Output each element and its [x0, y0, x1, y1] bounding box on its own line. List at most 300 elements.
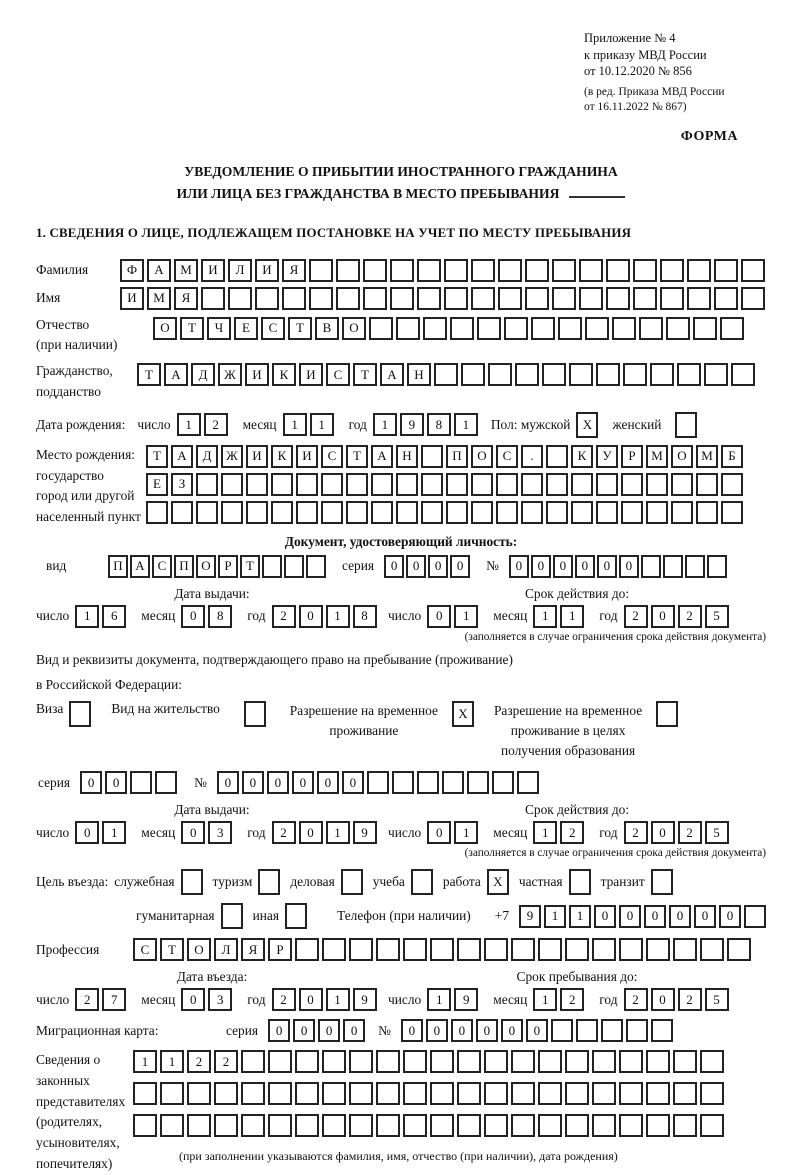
char-cell[interactable] [241, 1050, 265, 1073]
char-cell[interactable]: А [147, 259, 171, 282]
char-cell[interactable]: 0 [105, 771, 127, 794]
char-cell[interactable] [571, 473, 593, 496]
char-cell[interactable] [450, 317, 474, 340]
char-cell[interactable] [488, 363, 512, 386]
char-cell[interactable]: 1 [533, 605, 557, 628]
char-cell[interactable]: К [571, 445, 593, 468]
char-cell[interactable] [673, 938, 697, 961]
char-cell[interactable] [619, 938, 643, 961]
char-cell[interactable] [484, 1114, 508, 1137]
char-cell[interactable] [498, 287, 522, 310]
char-cell[interactable] [511, 1050, 535, 1073]
char-cell[interactable] [646, 473, 668, 496]
char-cell[interactable] [700, 938, 724, 961]
char-cell[interactable]: 0 [428, 555, 448, 578]
char-cell[interactable] [721, 501, 743, 524]
char-cell[interactable]: 2 [187, 1050, 211, 1073]
char-cell[interactable] [517, 771, 539, 794]
char-cell[interactable]: 0 [594, 905, 616, 928]
char-cell[interactable] [367, 771, 389, 794]
char-cell[interactable] [417, 771, 439, 794]
char-cell[interactable] [271, 473, 293, 496]
char-cell[interactable]: 0 [694, 905, 716, 928]
char-cell[interactable] [296, 473, 318, 496]
char-cell[interactable]: 2 [678, 988, 702, 1011]
char-cell[interactable] [619, 1050, 643, 1073]
char-cell[interactable]: 0 [426, 1019, 448, 1042]
char-cell[interactable] [295, 1114, 319, 1137]
char-cell[interactable] [601, 1019, 623, 1042]
char-cell[interactable] [660, 259, 684, 282]
char-cell[interactable]: 0 [80, 771, 102, 794]
char-cell[interactable] [371, 473, 393, 496]
char-cell[interactable]: 0 [450, 555, 470, 578]
char-cell[interactable]: Т [353, 363, 377, 386]
char-cell[interactable]: С [261, 317, 285, 340]
char-cell[interactable] [606, 259, 630, 282]
char-cell[interactable] [133, 1114, 157, 1137]
char-cell[interactable]: Р [218, 555, 238, 578]
char-cell[interactable] [538, 938, 562, 961]
char-cell[interactable] [396, 473, 418, 496]
char-cell[interactable] [720, 317, 744, 340]
char-cell[interactable] [592, 938, 616, 961]
char-cell[interactable] [707, 555, 727, 578]
purpose-official-checkbox[interactable] [181, 869, 203, 895]
char-cell[interactable] [421, 445, 443, 468]
char-cell[interactable] [721, 473, 743, 496]
char-cell[interactable] [390, 259, 414, 282]
char-cell[interactable] [484, 1050, 508, 1073]
char-cell[interactable] [221, 473, 243, 496]
char-cell[interactable] [538, 1082, 562, 1105]
temp-residence-checkbox[interactable]: X [452, 701, 474, 727]
char-cell[interactable]: 0 [292, 771, 314, 794]
char-cell[interactable]: 2 [272, 988, 296, 1011]
char-cell[interactable]: 2 [272, 821, 296, 844]
char-cell[interactable]: 2 [678, 821, 702, 844]
char-cell[interactable] [346, 501, 368, 524]
char-cell[interactable] [434, 363, 458, 386]
char-cell[interactable] [576, 1019, 598, 1042]
char-cell[interactable]: Ж [218, 363, 242, 386]
char-cell[interactable] [336, 259, 360, 282]
char-cell[interactable] [446, 473, 468, 496]
char-cell[interactable]: 0 [318, 1019, 340, 1042]
char-cell[interactable] [417, 259, 441, 282]
char-cell[interactable]: Е [234, 317, 258, 340]
char-cell[interactable]: 8 [427, 413, 451, 436]
char-cell[interactable]: 0 [531, 555, 551, 578]
char-cell[interactable]: 3 [208, 988, 232, 1011]
char-cell[interactable] [461, 363, 485, 386]
char-cell[interactable] [621, 473, 643, 496]
char-cell[interactable]: М [147, 287, 171, 310]
char-cell[interactable]: 0 [181, 821, 205, 844]
char-cell[interactable] [498, 259, 522, 282]
char-cell[interactable] [546, 501, 568, 524]
char-cell[interactable] [371, 501, 393, 524]
char-cell[interactable] [417, 287, 441, 310]
char-cell[interactable]: С [321, 445, 343, 468]
char-cell[interactable] [542, 363, 566, 386]
char-cell[interactable] [471, 287, 495, 310]
char-cell[interactable]: 1 [102, 821, 126, 844]
char-cell[interactable] [155, 771, 177, 794]
char-cell[interactable] [421, 501, 443, 524]
char-cell[interactable]: 1 [160, 1050, 184, 1073]
char-cell[interactable]: 1 [326, 988, 350, 1011]
char-cell[interactable] [471, 501, 493, 524]
char-cell[interactable] [271, 501, 293, 524]
char-cell[interactable]: Ж [221, 445, 243, 468]
char-cell[interactable]: А [371, 445, 393, 468]
char-cell[interactable] [477, 317, 501, 340]
char-cell[interactable] [521, 501, 543, 524]
char-cell[interactable] [471, 473, 493, 496]
char-cell[interactable] [696, 501, 718, 524]
char-cell[interactable]: Л [214, 938, 238, 961]
char-cell[interactable]: 0 [299, 821, 323, 844]
char-cell[interactable] [457, 1050, 481, 1073]
char-cell[interactable] [444, 259, 468, 282]
char-cell[interactable] [430, 1050, 454, 1073]
char-cell[interactable] [403, 1050, 427, 1073]
char-cell[interactable]: 5 [705, 821, 729, 844]
char-cell[interactable]: 0 [217, 771, 239, 794]
char-cell[interactable]: И [201, 259, 225, 282]
char-cell[interactable] [246, 501, 268, 524]
char-cell[interactable] [187, 1082, 211, 1105]
char-cell[interactable]: 1 [454, 605, 478, 628]
char-cell[interactable]: 2 [678, 605, 702, 628]
char-cell[interactable]: И [120, 287, 144, 310]
char-cell[interactable]: 2 [75, 988, 99, 1011]
char-cell[interactable]: 1 [373, 413, 397, 436]
char-cell[interactable] [255, 287, 279, 310]
char-cell[interactable]: К [271, 445, 293, 468]
char-cell[interactable]: Т [146, 445, 168, 468]
char-cell[interactable] [457, 938, 481, 961]
visa-checkbox[interactable] [69, 701, 91, 727]
char-cell[interactable]: Т [180, 317, 204, 340]
char-cell[interactable]: 9 [519, 905, 541, 928]
char-cell[interactable] [525, 287, 549, 310]
char-cell[interactable] [511, 1114, 535, 1137]
char-cell[interactable] [403, 1082, 427, 1105]
char-cell[interactable] [201, 287, 225, 310]
char-cell[interactable] [639, 317, 663, 340]
char-cell[interactable] [515, 363, 539, 386]
char-cell[interactable] [619, 1114, 643, 1137]
char-cell[interactable] [171, 501, 193, 524]
char-cell[interactable] [612, 317, 636, 340]
char-cell[interactable] [552, 259, 576, 282]
char-cell[interactable] [596, 473, 618, 496]
char-cell[interactable] [442, 771, 464, 794]
char-cell[interactable]: 0 [406, 555, 426, 578]
char-cell[interactable]: . [521, 445, 543, 468]
char-cell[interactable]: П [108, 555, 128, 578]
char-cell[interactable] [521, 473, 543, 496]
char-cell[interactable] [403, 938, 427, 961]
char-cell[interactable] [296, 501, 318, 524]
char-cell[interactable]: С [152, 555, 172, 578]
char-cell[interactable] [446, 501, 468, 524]
purpose-other-checkbox[interactable] [285, 903, 307, 929]
char-cell[interactable]: 8 [353, 605, 377, 628]
char-cell[interactable]: Ф [120, 259, 144, 282]
char-cell[interactable]: Т [346, 445, 368, 468]
char-cell[interactable] [646, 938, 670, 961]
char-cell[interactable] [295, 1082, 319, 1105]
char-cell[interactable]: О [196, 555, 216, 578]
char-cell[interactable]: В [315, 317, 339, 340]
char-cell[interactable] [687, 259, 711, 282]
char-cell[interactable] [268, 1114, 292, 1137]
char-cell[interactable] [606, 287, 630, 310]
char-cell[interactable]: 9 [454, 988, 478, 1011]
char-cell[interactable]: 5 [705, 605, 729, 628]
char-cell[interactable]: А [380, 363, 404, 386]
char-cell[interactable] [322, 1114, 346, 1137]
char-cell[interactable]: 0 [299, 988, 323, 1011]
char-cell[interactable]: 0 [476, 1019, 498, 1042]
char-cell[interactable]: М [646, 445, 668, 468]
char-cell[interactable]: 1 [326, 821, 350, 844]
char-cell[interactable]: Б [721, 445, 743, 468]
char-cell[interactable] [309, 259, 333, 282]
char-cell[interactable]: О [342, 317, 366, 340]
char-cell[interactable] [660, 287, 684, 310]
char-cell[interactable]: 0 [651, 988, 675, 1011]
char-cell[interactable]: А [171, 445, 193, 468]
char-cell[interactable] [430, 1082, 454, 1105]
char-cell[interactable]: С [133, 938, 157, 961]
char-cell[interactable] [633, 259, 657, 282]
char-cell[interactable] [196, 473, 218, 496]
char-cell[interactable]: 1 [177, 413, 201, 436]
char-cell[interactable] [246, 473, 268, 496]
char-cell[interactable] [349, 1082, 373, 1105]
char-cell[interactable] [551, 1019, 573, 1042]
char-cell[interactable] [363, 259, 387, 282]
char-cell[interactable]: Т [137, 363, 161, 386]
char-cell[interactable] [321, 501, 343, 524]
char-cell[interactable] [538, 1050, 562, 1073]
char-cell[interactable]: 0 [719, 905, 741, 928]
char-cell[interactable] [421, 473, 443, 496]
char-cell[interactable]: Я [174, 287, 198, 310]
char-cell[interactable] [295, 938, 319, 961]
char-cell[interactable]: З [171, 473, 193, 496]
char-cell[interactable] [592, 1114, 616, 1137]
char-cell[interactable] [457, 1082, 481, 1105]
char-cell[interactable] [484, 938, 508, 961]
char-cell[interactable] [444, 287, 468, 310]
purpose-business-checkbox[interactable] [341, 869, 363, 895]
char-cell[interactable] [376, 938, 400, 961]
char-cell[interactable]: 0 [451, 1019, 473, 1042]
char-cell[interactable] [309, 287, 333, 310]
char-cell[interactable] [650, 363, 674, 386]
char-cell[interactable] [663, 555, 683, 578]
char-cell[interactable]: 0 [619, 905, 641, 928]
char-cell[interactable] [396, 317, 420, 340]
char-cell[interactable]: 1 [544, 905, 566, 928]
char-cell[interactable]: О [671, 445, 693, 468]
char-cell[interactable] [700, 1114, 724, 1137]
char-cell[interactable]: 0 [342, 771, 364, 794]
char-cell[interactable]: 2 [560, 988, 584, 1011]
char-cell[interactable] [241, 1114, 265, 1137]
purpose-humanitarian-checkbox[interactable] [221, 903, 243, 929]
char-cell[interactable] [565, 1114, 589, 1137]
char-cell[interactable] [571, 501, 593, 524]
char-cell[interactable]: 1 [133, 1050, 157, 1073]
char-cell[interactable]: Д [191, 363, 215, 386]
char-cell[interactable]: Я [282, 259, 306, 282]
char-cell[interactable]: 0 [267, 771, 289, 794]
char-cell[interactable]: 1 [427, 988, 451, 1011]
char-cell[interactable]: 0 [343, 1019, 365, 1042]
char-cell[interactable] [396, 501, 418, 524]
char-cell[interactable] [306, 555, 326, 578]
char-cell[interactable] [651, 1019, 673, 1042]
char-cell[interactable] [693, 317, 717, 340]
char-cell[interactable] [160, 1082, 184, 1105]
char-cell[interactable] [685, 555, 705, 578]
char-cell[interactable]: 2 [560, 821, 584, 844]
purpose-work-checkbox[interactable]: X [487, 869, 509, 895]
char-cell[interactable] [282, 287, 306, 310]
char-cell[interactable]: И [245, 363, 269, 386]
char-cell[interactable] [346, 473, 368, 496]
char-cell[interactable] [731, 363, 755, 386]
char-cell[interactable] [700, 1082, 724, 1105]
char-cell[interactable]: 2 [624, 821, 648, 844]
char-cell[interactable] [619, 1082, 643, 1105]
char-cell[interactable] [687, 287, 711, 310]
char-cell[interactable] [504, 317, 528, 340]
char-cell[interactable] [187, 1114, 211, 1137]
char-cell[interactable] [214, 1114, 238, 1137]
char-cell[interactable]: 0 [75, 821, 99, 844]
char-cell[interactable] [268, 1082, 292, 1105]
char-cell[interactable] [673, 1082, 697, 1105]
char-cell[interactable]: С [496, 445, 518, 468]
char-cell[interactable] [565, 938, 589, 961]
char-cell[interactable]: 2 [624, 988, 648, 1011]
char-cell[interactable]: Л [228, 259, 252, 282]
char-cell[interactable] [484, 1082, 508, 1105]
char-cell[interactable]: 0 [651, 605, 675, 628]
char-cell[interactable]: 0 [501, 1019, 523, 1042]
char-cell[interactable] [641, 555, 661, 578]
char-cell[interactable] [496, 473, 518, 496]
char-cell[interactable] [392, 771, 414, 794]
char-cell[interactable]: Т [288, 317, 312, 340]
char-cell[interactable]: 1 [75, 605, 99, 628]
char-cell[interactable]: 9 [400, 413, 424, 436]
char-cell[interactable] [457, 1114, 481, 1137]
char-cell[interactable] [558, 317, 582, 340]
char-cell[interactable]: К [272, 363, 296, 386]
char-cell[interactable] [262, 555, 282, 578]
char-cell[interactable]: Ч [207, 317, 231, 340]
char-cell[interactable]: Н [407, 363, 431, 386]
char-cell[interactable] [714, 259, 738, 282]
char-cell[interactable] [221, 501, 243, 524]
char-cell[interactable]: 0 [384, 555, 404, 578]
char-cell[interactable]: П [446, 445, 468, 468]
char-cell[interactable] [322, 1050, 346, 1073]
char-cell[interactable] [467, 771, 489, 794]
char-cell[interactable]: М [174, 259, 198, 282]
char-cell[interactable] [268, 1050, 292, 1073]
char-cell[interactable] [696, 473, 718, 496]
char-cell[interactable]: Т [240, 555, 260, 578]
char-cell[interactable]: 0 [619, 555, 639, 578]
char-cell[interactable]: 5 [705, 988, 729, 1011]
char-cell[interactable]: И [296, 445, 318, 468]
char-cell[interactable] [376, 1082, 400, 1105]
char-cell[interactable] [592, 1082, 616, 1105]
char-cell[interactable] [496, 501, 518, 524]
sex-male-checkbox[interactable]: X [576, 412, 598, 438]
char-cell[interactable] [321, 473, 343, 496]
char-cell[interactable]: 0 [651, 821, 675, 844]
char-cell[interactable]: 0 [293, 1019, 315, 1042]
char-cell[interactable]: 1 [326, 605, 350, 628]
char-cell[interactable] [646, 1082, 670, 1105]
char-cell[interactable] [546, 445, 568, 468]
char-cell[interactable] [596, 501, 618, 524]
char-cell[interactable]: 1 [560, 605, 584, 628]
char-cell[interactable] [492, 771, 514, 794]
sex-female-checkbox[interactable] [675, 412, 697, 438]
char-cell[interactable] [284, 555, 304, 578]
char-cell[interactable]: 0 [644, 905, 666, 928]
char-cell[interactable] [646, 501, 668, 524]
char-cell[interactable] [741, 287, 765, 310]
char-cell[interactable]: 0 [242, 771, 264, 794]
char-cell[interactable]: 0 [553, 555, 573, 578]
char-cell[interactable]: 0 [669, 905, 691, 928]
char-cell[interactable] [744, 905, 766, 928]
char-cell[interactable]: А [164, 363, 188, 386]
char-cell[interactable]: 0 [268, 1019, 290, 1042]
char-cell[interactable] [531, 317, 555, 340]
char-cell[interactable]: Д [196, 445, 218, 468]
char-cell[interactable] [546, 473, 568, 496]
char-cell[interactable]: 2 [272, 605, 296, 628]
char-cell[interactable] [623, 363, 647, 386]
char-cell[interactable]: 9 [353, 821, 377, 844]
char-cell[interactable] [727, 938, 751, 961]
char-cell[interactable]: 1 [569, 905, 591, 928]
purpose-tourism-checkbox[interactable] [258, 869, 280, 895]
char-cell[interactable] [363, 287, 387, 310]
char-cell[interactable]: 1 [533, 821, 557, 844]
char-cell[interactable] [538, 1114, 562, 1137]
char-cell[interactable] [666, 317, 690, 340]
char-cell[interactable]: 8 [208, 605, 232, 628]
char-cell[interactable]: Я [241, 938, 265, 961]
char-cell[interactable]: 1 [310, 413, 334, 436]
char-cell[interactable]: Е [146, 473, 168, 496]
char-cell[interactable] [633, 287, 657, 310]
